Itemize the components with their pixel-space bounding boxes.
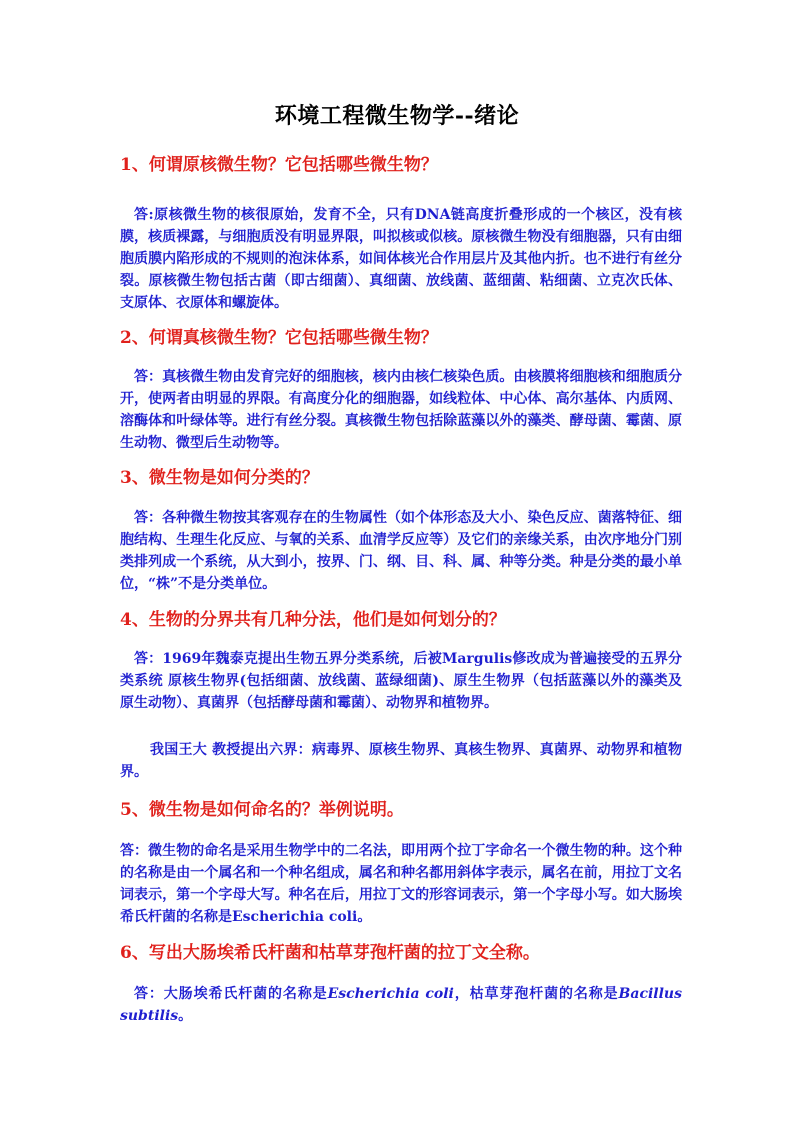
answer-6-latin-bsubtilis: Bacillus subtilis: [120, 986, 682, 1024]
answer-5: 答：微生物的命名是采用生物学中的二名法，即用两个拉丁字命名一个微生物的种。这个种的名称是由一个属名和一个种名组成，属名和种名都用斜体字表示，属名在前，用拉丁文名词表示，第一个字母大写。种名在后，用拉丁文的形容词表示，第一个字母小写。如大肠埃希氏杆菌的名称是Escherichia coli。: [120, 843, 682, 925]
answer-4: 答：1969年魏泰克提出生物五界分类系统，后被Margulis修改成为普遍接受的五界分类系统 原核生物界(包括细菌、放线菌、蓝绿细菌)、原生生物界（包括蓝藻以外的藻类及原生动物）、真菌界（包括酵母菌和霉菌）、动物界和植物界。: [120, 651, 682, 711]
answer-1: 答:原核微生物的核很原始，发育不全，只有DNA链高度折叠形成的一个核区，没有核膜，核质裸露，与细胞质没有明显界限，叫拟核或似核。原核微生物没有细胞器，只有由细胞质膜内陷形成的不规则的泡沫体系，如间体核光合作用层片及其他内折。也不进行有丝分裂。原核微生物包括古菌（即古细菌）、真细菌、放线菌、蓝细菌、粘细菌、立克次氏体、支原体、衣原体和螺旋体。: [120, 207, 682, 311]
answer-6-prefix: 答：大肠埃希氏杆菌的名称是: [134, 986, 328, 1002]
question-2: 2、何谓真核微生物？它包括哪些微生物？: [120, 328, 438, 348]
document-title: 环境工程微生物学--绪论: [274, 103, 520, 129]
answer-2: 答：真核微生物由发育完好的细胞核，核内由核仁核染色质。由核膜将细胞核和细胞质分开，使两者由明显的界限。有高度分化的细胞器，如线粒体、中心体、高尔基体、内质网、溶酶体和叶绿体等。进行有丝分裂。真核微生物包括除蓝藻以外的藻类、酵母菌、霉菌、原生动物、微型后生动物等。: [120, 369, 682, 451]
answer-4-extra: 我国王大 教授提出六界：病毒界、原核生物界、真核生物界、真菌界、动物界和植物界。: [120, 742, 682, 780]
question-6: 6、写出大肠埃希氏杆菌和枯草芽孢杆菌的拉丁文全称。: [120, 943, 540, 963]
answer-6: [120, 983, 682, 1027]
question-3: 3、微生物是如何分类的？: [120, 468, 319, 488]
question-5: 5、微生物是如何命名的？举例说明。: [120, 800, 404, 820]
answer-6-suffix: 。: [178, 1008, 193, 1024]
question-4: 4、生物的分界共有几种分法，他们是如何划分的？: [120, 610, 506, 630]
question-1: 1、何谓原核微生物？它包括哪些微生物？: [120, 155, 438, 175]
answer-6-middle: ，枯草芽孢杆菌的名称是: [453, 986, 619, 1002]
answer-6-latin-ecoli: Escherichia coli: [327, 986, 454, 1002]
answer-3: 答：各种微生物按其客观存在的生物属性（如个体形态及大小、染色反应、菌落特征、细胞结构、生理生化反应、与氧的关系、血清学反应等）及它们的亲缘关系，由次序地分门别类排列成一个系统，从大到小，按界、门、纲、目、科、属、种等分类。种是分类的最小单位，“株”不是分类单位。: [120, 510, 682, 592]
